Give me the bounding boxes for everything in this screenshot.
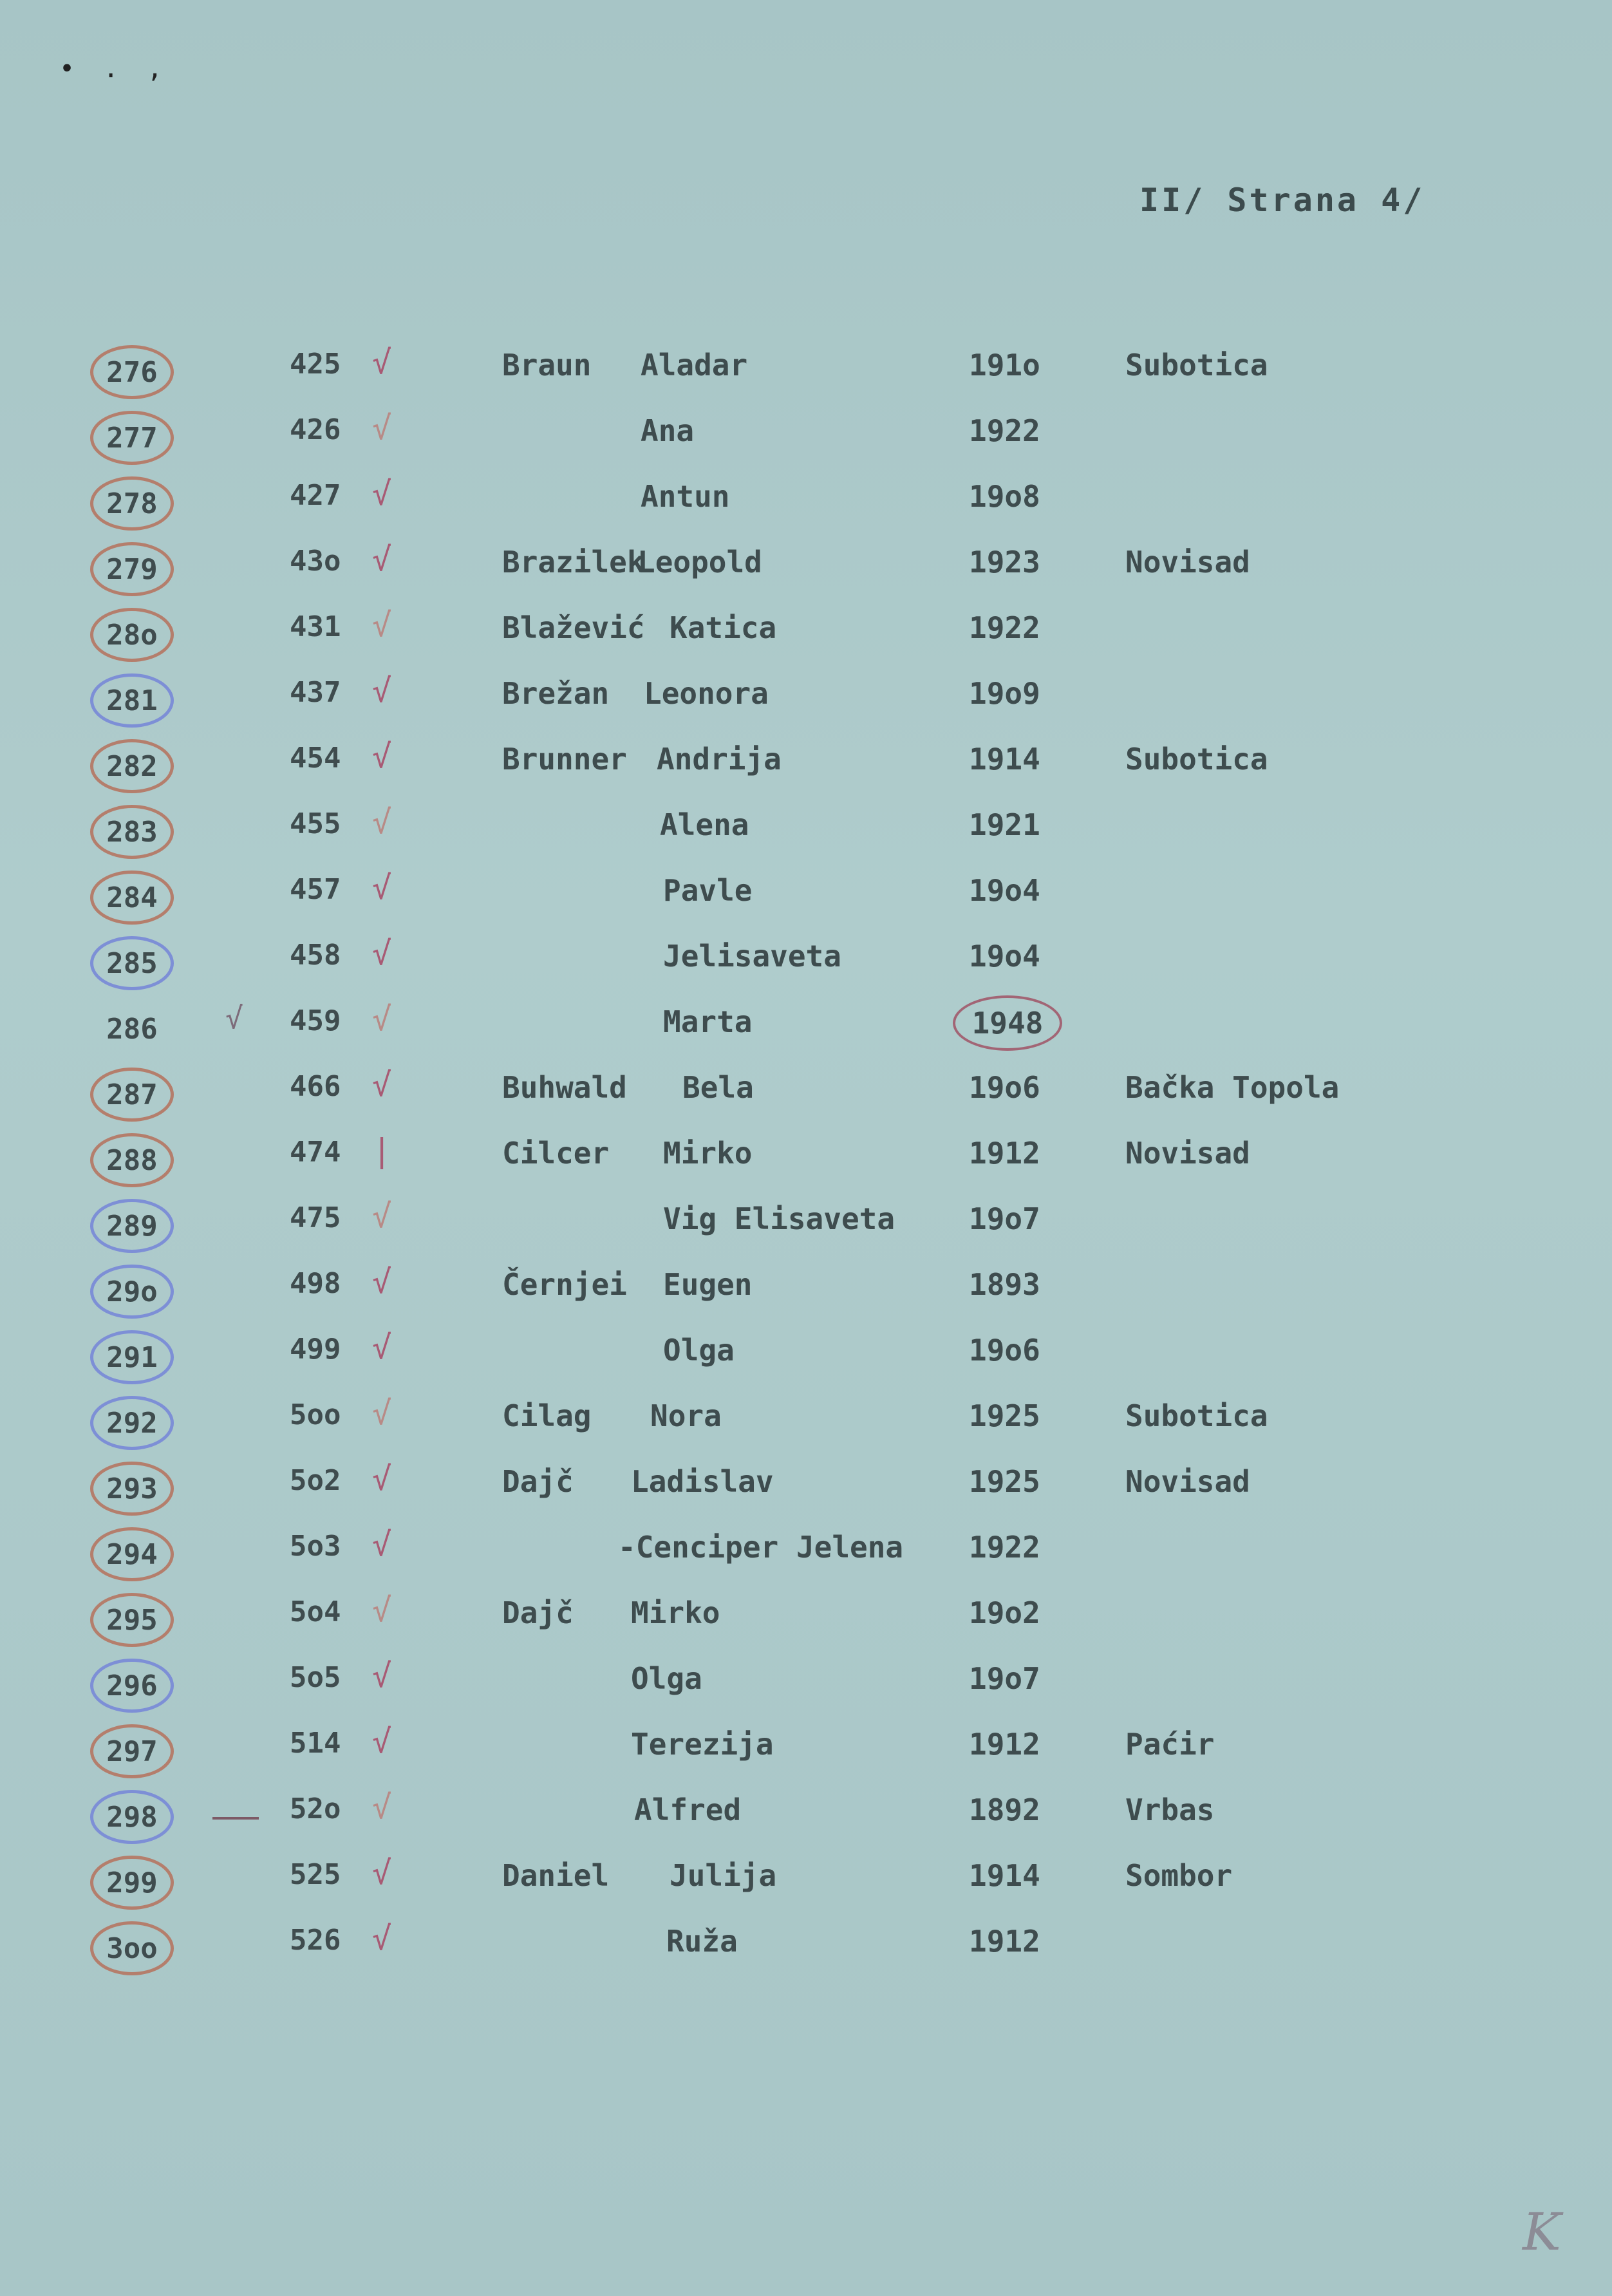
birth-year: 19o7 [969,1201,1040,1236]
sequence-number: 294 [90,1527,174,1581]
sequence-number: 292 [90,1396,174,1450]
check-mark: √ [372,541,392,578]
record-row [0,1132,1612,1194]
surname: Brunner [502,742,627,776]
record-number: 5oo [290,1398,341,1431]
sequence-number: 291 [90,1330,174,1384]
sequence-number: 295 [90,1593,174,1647]
surname: Cilcer [502,1136,610,1171]
check-mark: | [372,1132,392,1169]
check-mark: √ [372,672,392,710]
record-row [0,1198,1612,1259]
record-number: 454 [290,742,341,775]
sequence-number: 297 [90,1724,174,1778]
sequence-number: 29o [90,1265,174,1319]
place: Novisad [1125,545,1250,579]
sequence-number: 286 [106,1012,158,1046]
surname: Dajč [502,1595,574,1630]
given-name: Olga [631,1661,702,1696]
check-mark: √ [372,1329,392,1366]
given-name: Ruža [666,1924,738,1959]
record-row [0,935,1612,997]
record-number: 498 [290,1267,341,1300]
given-name: Leonora [644,676,769,711]
record-row [0,804,1612,865]
birth-year: 19o4 [969,939,1040,974]
surname: Černjei [502,1267,627,1302]
corner-mark: • . , [59,54,169,84]
given-name: Ana [641,413,695,448]
birth-year: 1922 [969,610,1040,645]
place: Vrbas [1125,1793,1215,1827]
record-row [0,1723,1612,1785]
record-row [0,1657,1612,1719]
record-row [0,344,1612,406]
record-number: 474 [290,1136,341,1169]
sequence-number: 277 [90,411,174,465]
record-number: 5o5 [290,1661,341,1694]
birth-year: 1914 [969,742,1040,776]
record-number: 525 [290,1858,341,1891]
sequence-number: 3oo [90,1921,174,1975]
sequence-number: 293 [90,1462,174,1516]
record-number: 458 [290,939,341,972]
check-mark: √ [372,1526,392,1563]
birth-year: 1921 [969,807,1040,842]
check-mark: √ [372,607,392,644]
place: Subotica [1125,1398,1268,1433]
check-mark: √ [372,935,392,972]
place: Novisad [1125,1464,1250,1499]
check-mark: √ [372,1723,392,1760]
sequence-number: 299 [90,1856,174,1910]
record-row [0,1592,1612,1653]
check-mark: √ [372,1592,392,1629]
birth-year: 19o4 [969,873,1040,908]
record-row [0,1920,1612,1982]
check-mark: √ [372,1854,392,1892]
sequence-number: 289 [90,1199,174,1253]
birth-year: 1948 [953,995,1062,1051]
birth-year: 1925 [969,1464,1040,1499]
check-mark: √ [372,475,392,513]
given-name: Katica [670,610,777,645]
record-row [0,738,1612,800]
given-name: Alena [660,807,749,842]
record-row [0,1001,1612,1062]
record-number: 459 [290,1004,341,1037]
record-row [0,1395,1612,1456]
check-mark: √ [372,1789,392,1826]
sequence-number: 284 [90,870,174,925]
record-number: 425 [290,348,341,381]
check-mark: √ [372,804,392,841]
given-name: Marta [663,1004,753,1039]
record-number: 437 [290,676,341,709]
check-mark: √ [372,1066,392,1104]
birth-year: 19o7 [969,1661,1040,1696]
sequence-number: 279 [90,542,174,596]
record-row [0,1263,1612,1325]
sequence-number: 282 [90,739,174,793]
sequence-number: 278 [90,476,174,531]
page-header: II/ Strana 4/ [1139,182,1425,219]
birth-year: 19o6 [969,1070,1040,1105]
sequence-number: 276 [90,345,174,399]
given-name: Jelisaveta [663,939,841,974]
record-number: 52o [290,1793,341,1825]
given-name: Bela [682,1070,754,1105]
record-number: 5o4 [290,1595,341,1628]
check-mark: √ [372,344,392,381]
record-row [0,1526,1612,1588]
sequence-number: 288 [90,1133,174,1187]
check-mark: √ [372,1657,392,1695]
record-number: 427 [290,479,341,512]
check-mark: √ [372,409,392,447]
given-name: Antun [641,479,730,514]
record-row [0,1329,1612,1391]
birth-year: 19o2 [969,1595,1040,1630]
birth-year: 19o8 [969,479,1040,514]
given-name: Andrija [657,742,782,776]
place: Sombor [1125,1858,1233,1893]
place: Subotica [1125,348,1268,382]
given-name: Terezija [631,1727,774,1762]
record-row [0,607,1612,668]
given-name: Julija [670,1858,777,1893]
handwritten-initial: K [1523,2202,1561,2262]
record-number: 526 [290,1924,341,1957]
place: Novisad [1125,1136,1250,1171]
given-name: Olga [663,1333,735,1368]
given-name: Nora [650,1398,722,1433]
record-number: 514 [290,1727,341,1760]
surname: Braun [502,348,592,382]
place: Paćir [1125,1727,1215,1762]
place: Subotica [1125,742,1268,776]
record-row [0,1789,1612,1850]
record-number: 457 [290,873,341,906]
check-mark: √ [372,1198,392,1235]
birth-year: 1922 [969,1530,1040,1565]
sequence-number: 298 [90,1790,174,1844]
given-name: Vig Elisaveta [663,1201,895,1236]
sequence-number: 296 [90,1659,174,1713]
birth-year: 1912 [969,1727,1040,1762]
given-name: Aladar [641,348,748,382]
birth-year: 1923 [969,545,1040,579]
birth-year: 1912 [969,1924,1040,1959]
given-name: -Cenciper Jelena [618,1530,904,1565]
record-row [0,541,1612,603]
given-name: Pavle [663,873,753,908]
given-name: Mirko [663,1136,753,1171]
record-row [0,1066,1612,1128]
surname: Blažević [502,610,645,645]
surname: Daniel [502,1858,610,1893]
surname: Buhwald [502,1070,627,1105]
record-number: 431 [290,610,341,643]
check-mark: √ [372,1395,392,1432]
record-number: 475 [290,1201,341,1234]
birth-year: 1914 [969,1858,1040,1893]
dash-mark [212,1817,259,1820]
check-mark: √ [372,869,392,907]
birth-year: 19o6 [969,1333,1040,1368]
surname: Cilag [502,1398,592,1433]
birth-year: 1892 [969,1793,1040,1827]
record-row [0,1460,1612,1522]
tick-mark: √ [225,1001,243,1035]
sequence-number: 283 [90,805,174,859]
sequence-number: 281 [90,673,174,728]
check-mark: √ [372,1001,392,1038]
record-row [0,672,1612,734]
birth-year: 1893 [969,1267,1040,1302]
record-row [0,475,1612,537]
surname: Dajč [502,1464,574,1499]
given-name: Leopold [637,545,762,579]
record-row [0,409,1612,471]
record-number: 5o2 [290,1464,341,1497]
surname: Brežan [502,676,610,711]
check-mark: √ [372,1263,392,1301]
birth-year: 191o [969,348,1040,382]
sequence-number: 287 [90,1068,174,1122]
record-number: 43o [290,545,341,578]
sequence-number: 285 [90,936,174,990]
given-name: Alfred [634,1793,742,1827]
record-row [0,1854,1612,1916]
record-row [0,869,1612,931]
birth-year: 19o9 [969,676,1040,711]
record-number: 466 [290,1070,341,1103]
given-name: Ladislav [631,1464,774,1499]
place: Bačka Topola [1125,1070,1340,1105]
check-mark: √ [372,1460,392,1498]
given-name: Mirko [631,1595,720,1630]
birth-year: 1925 [969,1398,1040,1433]
record-number: 455 [290,807,341,840]
check-mark: √ [372,1920,392,1957]
given-name: Eugen [663,1267,753,1302]
record-number: 426 [290,413,341,446]
record-number: 499 [290,1333,341,1366]
check-mark: √ [372,738,392,775]
record-number: 5o3 [290,1530,341,1563]
sequence-number: 28o [90,608,174,662]
birth-year: 1922 [969,413,1040,448]
birth-year: 1912 [969,1136,1040,1171]
surname: Brazilek [502,545,645,579]
